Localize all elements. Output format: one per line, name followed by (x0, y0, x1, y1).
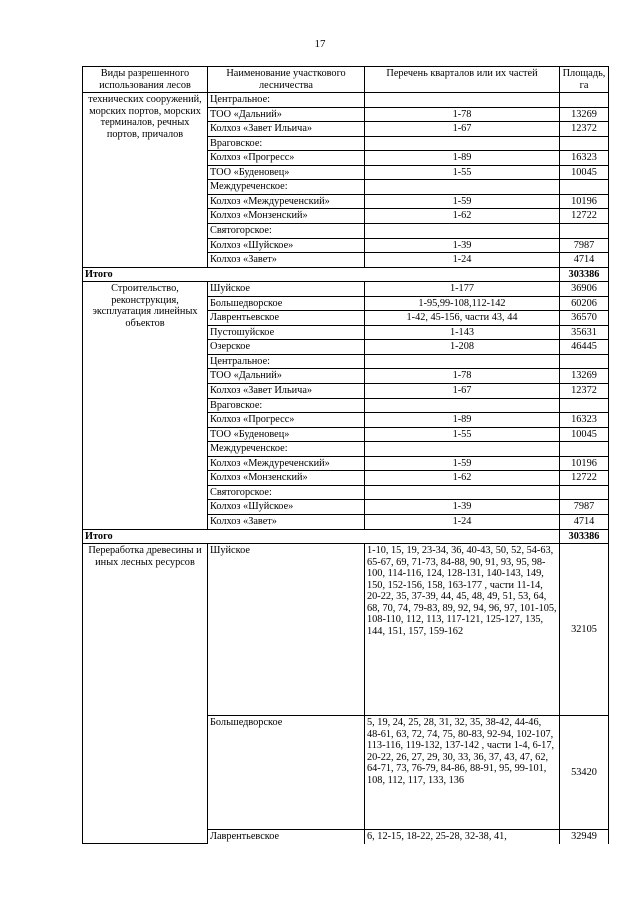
forestry-name-cell: Колхоз «Монзенский» (208, 471, 365, 486)
header-forestry-name: Наименование участкового лесничества (208, 67, 365, 93)
area-cell (560, 93, 609, 108)
area-cell (560, 136, 609, 151)
header-use-type: Виды разрешенного использования лесов (83, 67, 208, 93)
total-label: Итого (83, 267, 560, 282)
area-cell (560, 180, 609, 195)
quarters-cell: 5, 19, 24, 25, 28, 31, 32, 35, 38-42, 44-46, 48-61, 63, 72, 74, 75, 80-83, 92-94, 102-107, 113-116, 119-132, 137-142 , части 1-4, 6-17, 20-22, 26, 27, 29, 30, 33, 36, 37, 43, 47, 62, 64-71, 73, 76-79, 84-86, 88-91, 95, 99-101, 108, 112, 117, 133, 136 (365, 716, 560, 830)
quarters-cell (365, 398, 560, 413)
area-cell: 60206 (560, 296, 609, 311)
area-cell: 12722 (560, 209, 609, 224)
quarters-cell (365, 485, 560, 500)
forestry-name-cell: Озерское (208, 340, 365, 355)
forestry-name-cell: Колхоз «Шуйское» (208, 238, 365, 253)
page-number: 17 (314, 38, 326, 50)
forestry-name-cell: Колхоз «Завет Ильича» (208, 384, 365, 399)
quarters-cell: 1-39 (365, 500, 560, 515)
area-cell (560, 442, 609, 457)
area-cell: 10045 (560, 165, 609, 180)
area-cell: 12372 (560, 122, 609, 137)
header-area: Площадь, га (560, 67, 609, 93)
area-cell (560, 398, 609, 413)
forestry-name-cell: Центральное: (208, 354, 365, 369)
forestry-name-cell: Центральное: (208, 93, 365, 108)
forestry-name-cell: Святогорское: (208, 485, 365, 500)
quarters-cell: 1-55 (365, 165, 560, 180)
area-cell: 7987 (560, 500, 609, 515)
forestry-name-cell: Колхоз «Междуреченский» (208, 456, 365, 471)
table-row (83, 93, 609, 108)
use-type-cell: Строительство, реконструкция, эксплуатация линейных объектов (83, 282, 208, 529)
quarters-cell: 1-62 (365, 471, 560, 486)
area-cell: 32105 (560, 544, 609, 716)
forestry-name-cell: Святогорское: (208, 224, 365, 239)
quarters-cell (365, 180, 560, 195)
forestry-name-cell: ТОО «Дальний» (208, 107, 365, 122)
quarters-cell: 1-55 (365, 427, 560, 442)
quarters-cell: 1-24 (365, 253, 560, 268)
quarters-cell: 1-143 (365, 325, 560, 340)
quarters-cell: 1-10, 15, 19, 23-34, 36, 40-43, 50, 52, 54-63, 65-67, 69, 71-73, 84-88, 90, 91, 93, 95, 98-100, 114-116, 124, 128-131, 140-143, 149, 150, 152-156, 158, 163-177 , части 11-14, 20-22, 35, 37-39, 44, 45, 48, 49, 51, 53, 64, 68, 70, 74, 79-83, 89, 92, 94, 96, 97, 101-105, 108-110, 112, 113, 117-121, 125-127, 135, 144, 151, 157, 159-162 (365, 544, 560, 716)
use-type-cell: технических сооружений, морских портов, морских терминалов, речных портов, причалов (83, 93, 208, 268)
total-value: 303386 (560, 529, 609, 544)
total-value: 303386 (560, 267, 609, 282)
quarters-cell: 1-208 (365, 340, 560, 355)
total-row (83, 267, 609, 282)
forestry-name-cell: ТОО «Дальний» (208, 369, 365, 384)
area-cell: 16323 (560, 413, 609, 428)
area-cell: 10045 (560, 427, 609, 442)
table-row (83, 544, 609, 716)
forestry-name-cell: Колхоз «Прогресс» (208, 413, 365, 428)
forestry-name-cell: Колхоз «Прогресс» (208, 151, 365, 166)
area-cell: 46445 (560, 340, 609, 355)
forestry-name-cell: Шуйское (208, 282, 365, 297)
forestry-name-cell: Колхоз «Завет» (208, 253, 365, 268)
area-cell: 35631 (560, 325, 609, 340)
quarters-cell: 1-177 (365, 282, 560, 297)
total-row (83, 529, 609, 544)
quarters-cell: 1-24 (365, 514, 560, 529)
area-cell: 36906 (560, 282, 609, 297)
quarters-cell: 1-78 (365, 107, 560, 122)
quarters-cell: 6, 12-15, 18-22, 25-28, 32-38, 41, (365, 830, 560, 844)
quarters-cell: 1-89 (365, 151, 560, 166)
forestry-name-cell: Большедворское (208, 296, 365, 311)
area-cell: 36570 (560, 311, 609, 326)
area-cell: 10196 (560, 194, 609, 209)
area-cell (560, 224, 609, 239)
quarters-cell (365, 224, 560, 239)
quarters-cell: 1-39 (365, 238, 560, 253)
forestry-name-cell: Лаврентьевское (208, 830, 365, 844)
quarters-cell: 1-67 (365, 122, 560, 137)
forestry-name-cell: Колхоз «Монзенский» (208, 209, 365, 224)
total-label: Итого (83, 529, 560, 544)
area-cell: 53420 (560, 716, 609, 830)
forestry-name-cell: ТОО «Буденовец» (208, 165, 365, 180)
area-cell: 4714 (560, 253, 609, 268)
forestry-name-cell: Колхоз «Шуйское» (208, 500, 365, 515)
forest-use-table (82, 66, 609, 844)
forestry-name-cell: Междуреченское: (208, 442, 365, 457)
area-cell (560, 354, 609, 369)
forestry-name-cell: Колхоз «Междуреченский» (208, 194, 365, 209)
forestry-name-cell: Междуреченское: (208, 180, 365, 195)
area-cell: 13269 (560, 107, 609, 122)
forestry-name-cell: Враговское: (208, 136, 365, 151)
area-cell: 13269 (560, 369, 609, 384)
quarters-cell: 1-42, 45-156, части 43, 44 (365, 311, 560, 326)
forestry-name-cell: Пустошуйское (208, 325, 365, 340)
area-cell: 12372 (560, 384, 609, 399)
forestry-name-cell: Колхоз «Завет» (208, 514, 365, 529)
quarters-cell: 1-59 (365, 194, 560, 209)
quarters-cell: 1-67 (365, 384, 560, 399)
forestry-name-cell: Большедворское (208, 716, 365, 830)
quarters-cell: 1-89 (365, 413, 560, 428)
area-cell: 4714 (560, 514, 609, 529)
table-row (83, 282, 609, 297)
forestry-name-cell: ТОО «Буденовец» (208, 427, 365, 442)
table-header-row (83, 67, 609, 93)
forestry-name-cell: Враговское: (208, 398, 365, 413)
quarters-cell: 1-59 (365, 456, 560, 471)
quarters-cell (365, 136, 560, 151)
forestry-name-cell: Колхоз «Завет Ильича» (208, 122, 365, 137)
area-cell: 16323 (560, 151, 609, 166)
quarters-cell (365, 442, 560, 457)
quarters-cell (365, 354, 560, 369)
forestry-name-cell: Лаврентьевское (208, 311, 365, 326)
quarters-cell (365, 93, 560, 108)
area-cell (560, 485, 609, 500)
area-cell: 32949 (560, 830, 609, 844)
area-cell: 12722 (560, 471, 609, 486)
area-cell: 7987 (560, 238, 609, 253)
area-cell: 10196 (560, 456, 609, 471)
quarters-cell: 1-95,99-108,112-142 (365, 296, 560, 311)
forestry-name-cell: Шуйское (208, 544, 365, 716)
quarters-cell: 1-78 (365, 369, 560, 384)
quarters-cell: 1-62 (365, 209, 560, 224)
use-type-cell: Переработка древесины и иных лесных ресурсов (83, 544, 208, 844)
header-quarters: Перечень кварталов или их частей (365, 67, 560, 93)
